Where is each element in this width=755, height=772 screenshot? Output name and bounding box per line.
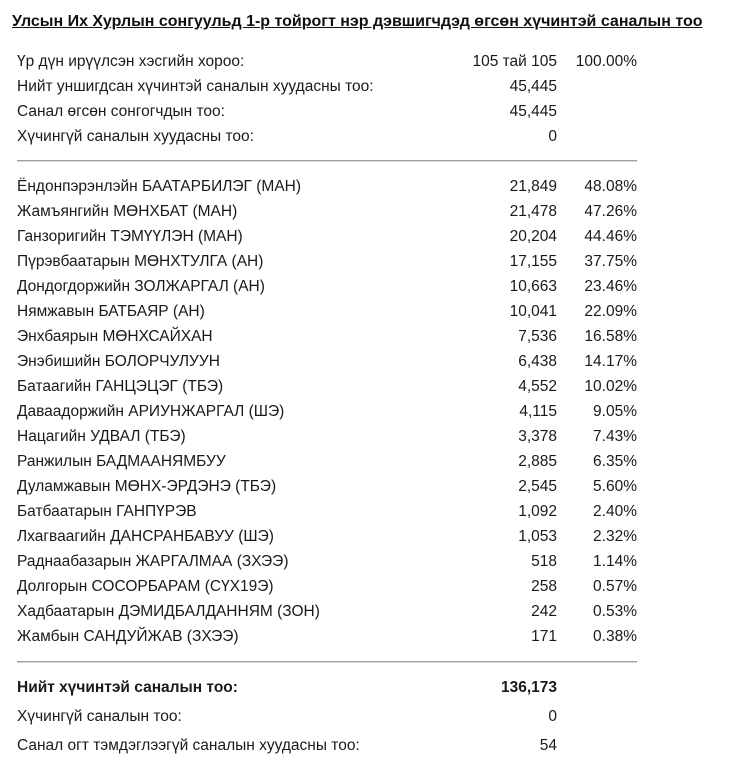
summary-row bbox=[0, 124, 755, 149]
table-row bbox=[0, 524, 755, 549]
candidate-percent: 0.57% bbox=[593, 578, 637, 595]
candidate-percent: 16.58% bbox=[584, 328, 637, 345]
candidate-votes: 2,885 bbox=[518, 453, 557, 470]
table-row bbox=[0, 549, 755, 574]
table-row bbox=[0, 474, 755, 499]
candidate-percent: 10.02% bbox=[584, 378, 637, 395]
candidate-name: Лхагваагийн ДАНСРАНБАВУУ (ШЭ) bbox=[17, 528, 274, 545]
candidate-votes: 518 bbox=[531, 553, 557, 570]
candidate-percent: 14.17% bbox=[584, 353, 637, 370]
candidate-votes: 2,545 bbox=[518, 478, 557, 495]
table-row bbox=[0, 449, 755, 474]
candidate-votes: 21,478 bbox=[509, 203, 557, 220]
summary-label: Санал өгсөн сонгогчдын тоо: bbox=[17, 103, 225, 120]
candidate-votes: 171 bbox=[531, 628, 557, 645]
candidate-name: Ганзоригийн ТЭМҮҮЛЭН (МАН) bbox=[17, 228, 243, 245]
candidate-percent: 7.43% bbox=[593, 428, 637, 445]
candidate-name: Даваадоржийн АРИУНЖАРГАЛ (ШЭ) bbox=[17, 403, 285, 420]
summary-value: 105 тай 105 bbox=[472, 53, 557, 70]
totals-value: 54 bbox=[539, 737, 557, 754]
candidate-votes: 7,536 bbox=[518, 328, 557, 345]
summary-label: Нийт уншигдсан хүчинтэй саналын хуудасны тоо: bbox=[17, 78, 374, 95]
page-title: Улсын Их Хурлын сонгуульд 1-р тойрогт нэр дэвшигчдэд өгсөн хүчинтэй саналын тоо bbox=[12, 13, 703, 30]
candidate-votes: 21,849 bbox=[509, 178, 557, 195]
table-row bbox=[0, 274, 755, 299]
totals-row bbox=[0, 675, 755, 700]
table-row bbox=[0, 499, 755, 524]
table-row bbox=[0, 399, 755, 424]
candidate-name: Дондогдоржийн ЗОЛЖАРГАЛ (АН) bbox=[17, 278, 265, 295]
summary-row bbox=[0, 74, 755, 99]
totals-label: Хүчингүй саналын тоо: bbox=[17, 708, 182, 725]
candidate-name: Ёндонпэрэнлэйн БААТАРБИЛЭГ (МАН) bbox=[17, 178, 302, 195]
candidate-percent: 1.14% bbox=[593, 553, 637, 570]
totals-label: Нийт хүчинтэй саналын тоо: bbox=[17, 679, 238, 696]
candidate-name: Долгорын СОСОРБАРАМ (СҮХ19Э) bbox=[17, 578, 274, 595]
summary-value: 45,445 bbox=[509, 103, 557, 120]
table-row bbox=[0, 249, 755, 274]
candidate-votes: 3,378 bbox=[518, 428, 557, 445]
candidate-votes: 6,438 bbox=[518, 353, 557, 370]
candidate-votes: 17,155 bbox=[509, 253, 557, 270]
totals-row bbox=[0, 704, 755, 729]
table-row bbox=[0, 574, 755, 599]
summary-value: 0 bbox=[548, 128, 557, 145]
candidate-votes: 4,552 bbox=[518, 378, 557, 395]
totals-row bbox=[0, 733, 755, 758]
table-row bbox=[0, 349, 755, 374]
candidate-percent: 47.26% bbox=[584, 203, 637, 220]
table-row bbox=[0, 199, 755, 224]
candidate-votes: 20,204 bbox=[509, 228, 557, 245]
candidate-votes: 10,041 bbox=[509, 303, 557, 320]
candidate-percent: 6.35% bbox=[593, 453, 637, 470]
candidate-name: Пүрэвбаатарын МӨНХТУЛГА (АН) bbox=[17, 253, 264, 270]
candidate-percent: 0.38% bbox=[593, 628, 637, 645]
candidate-name: Жамбын САНДУЙЖАВ (ЗХЭЭ) bbox=[17, 628, 239, 645]
summary-value: 45,445 bbox=[509, 78, 557, 95]
divider bbox=[17, 661, 637, 663]
table-row bbox=[0, 424, 755, 449]
totals-value: 136,173 bbox=[500, 679, 557, 696]
candidate-percent: 37.75% bbox=[584, 253, 637, 270]
table-row bbox=[0, 299, 755, 324]
totals-label: Санал огт тэмдэглээгүй саналын хуудасны тоо: bbox=[17, 737, 360, 754]
candidate-name: Нацагийн УДВАЛ (ТБЭ) bbox=[17, 428, 186, 445]
candidate-percent: 2.32% bbox=[593, 528, 637, 545]
candidate-name: Хадбаатарын ДЭМИДБАЛДАННЯМ (ЗОН) bbox=[17, 603, 320, 620]
candidate-name: Энэбишийн БОЛОРЧУЛУУН bbox=[17, 353, 220, 370]
candidate-percent: 23.46% bbox=[584, 278, 637, 295]
candidate-name: Батбаатарын ГАНПҮРЭВ bbox=[17, 503, 197, 520]
table-row bbox=[0, 174, 755, 199]
table-row bbox=[0, 599, 755, 624]
candidate-votes: 1,053 bbox=[518, 528, 557, 545]
candidate-votes: 4,115 bbox=[519, 403, 557, 420]
candidate-percent: 9.05% bbox=[593, 403, 637, 420]
summary-row bbox=[0, 49, 755, 74]
candidate-name: Жамъянгийн МӨНХБАТ (МАН) bbox=[17, 203, 238, 220]
candidate-name: Энхбаярын МӨНХСАЙХАН bbox=[17, 328, 213, 345]
summary-label: Хүчингүй саналын хуудасны тоо: bbox=[17, 128, 254, 145]
candidate-percent: 0.53% bbox=[593, 603, 637, 620]
table-row bbox=[0, 224, 755, 249]
candidate-name: Батаагийн ГАНЦЭЦЭГ (ТБЭ) bbox=[17, 378, 224, 395]
candidate-votes: 10,663 bbox=[509, 278, 557, 295]
table-row bbox=[0, 624, 755, 649]
candidate-percent: 5.60% bbox=[593, 478, 637, 495]
candidate-votes: 1,092 bbox=[518, 503, 557, 520]
candidate-name: Ранжилын БАДМААНЯМБУУ bbox=[17, 453, 226, 470]
candidate-votes: 258 bbox=[531, 578, 557, 595]
totals-value: 0 bbox=[548, 708, 557, 725]
summary-label: Үр дүн ирүүлсэн хэсгийн хороо: bbox=[17, 53, 245, 70]
candidate-percent: 22.09% bbox=[584, 303, 637, 320]
table-row bbox=[0, 374, 755, 399]
candidate-percent: 44.46% bbox=[584, 228, 637, 245]
candidate-name: Нямжавын БАТБАЯР (АН) bbox=[17, 303, 205, 320]
candidate-percent: 48.08% bbox=[584, 178, 637, 195]
summary-percent: 100.00% bbox=[575, 53, 637, 70]
summary-row bbox=[0, 99, 755, 124]
candidate-name: Раднаабазарын ЖАРГАЛМАА (ЗХЭЭ) bbox=[17, 553, 289, 570]
candidate-percent: 2.40% bbox=[593, 503, 637, 520]
table-row bbox=[0, 324, 755, 349]
divider bbox=[17, 160, 637, 162]
candidate-name: Дуламжавын МӨНХ-ЭРДЭНЭ (ТБЭ) bbox=[17, 478, 277, 495]
candidate-votes: 242 bbox=[531, 603, 557, 620]
